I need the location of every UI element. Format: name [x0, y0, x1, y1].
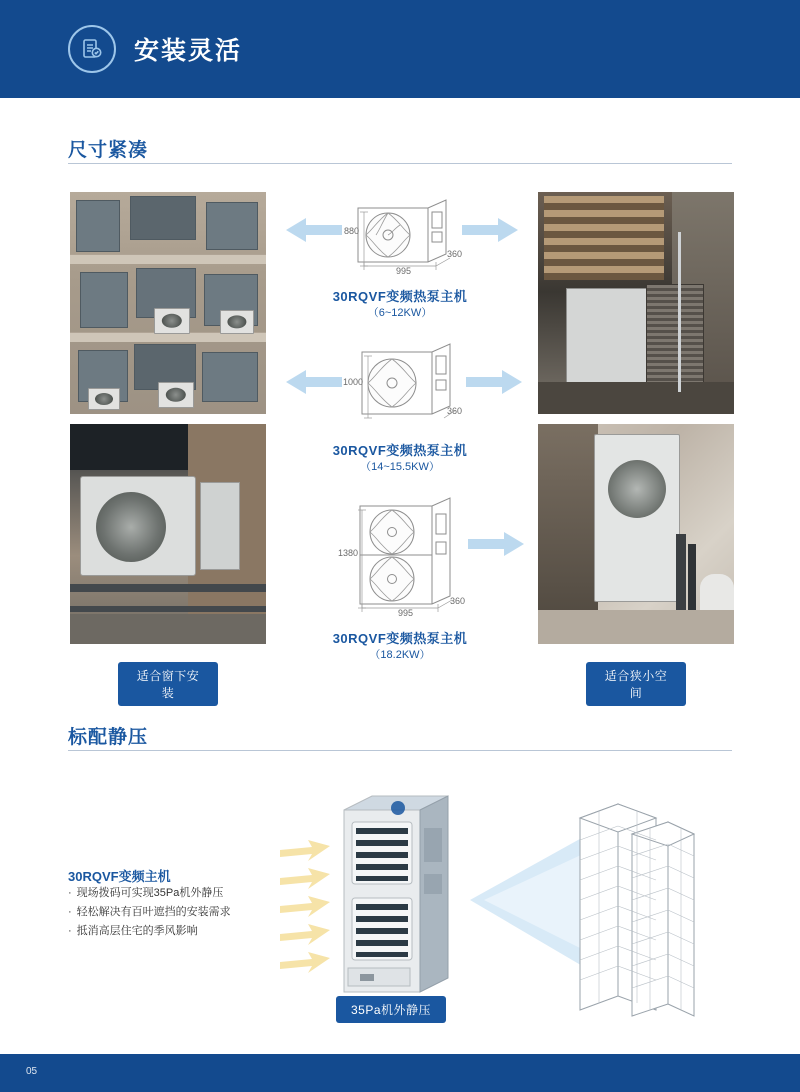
- dim-lines-2: [344, 340, 464, 432]
- page-title: 安装灵活: [134, 37, 243, 65]
- dim-lines-1: [340, 196, 463, 280]
- narrow-space-unit-photo: [538, 424, 734, 644]
- section-title-compact: 尺寸紧凑: [68, 140, 149, 161]
- arrow-left-1: [286, 216, 342, 249]
- document-install-icon: [68, 25, 116, 73]
- page-header: [0, 0, 800, 98]
- static-pressure-bullets: [68, 884, 268, 941]
- unit-capacity-3: （18.2KW）: [369, 649, 431, 661]
- apartment-facade-photo: [70, 192, 266, 414]
- arrow-left-2: [286, 368, 342, 401]
- pill-narrow-space: 适合狭小空间: [586, 662, 686, 706]
- pill-window-install: 适合窗下安装: [118, 662, 218, 706]
- dim-width-3: 995: [398, 608, 414, 618]
- dim-height-1: 880: [344, 226, 360, 236]
- unit-name-3: 30RQVF变频热泵主机: [332, 631, 468, 646]
- arrow-right-3: [468, 530, 524, 563]
- bullet-item: · 抵消高层住宅的季风影响: [68, 922, 268, 941]
- section-rule-static-pressure: [68, 750, 732, 751]
- high-rise-building-drawing: [570, 782, 700, 1018]
- stairwell-unit-photo: [538, 192, 734, 414]
- balcony-unit-photo: [70, 424, 266, 644]
- dim-depth-3: 360: [450, 596, 466, 606]
- bullet-item: · 现场拨码可实现35Pa机外静压: [68, 884, 268, 903]
- header-inner: [68, 25, 242, 73]
- section-rule-compact: [68, 163, 732, 164]
- dim-depth-2: 360: [447, 406, 463, 416]
- airflow-arrows: [278, 840, 334, 982]
- pill-static-pressure: 35Pa机外静压: [336, 996, 446, 1023]
- dim-height-3: 1380: [338, 548, 359, 558]
- arrow-right-2: [466, 368, 522, 401]
- dim-depth-1: 360: [447, 249, 463, 259]
- page-number: 05: [26, 1066, 38, 1077]
- bullet-item: · 轻松解决有百叶遮挡的安装需求: [68, 903, 268, 922]
- dim-width-1: 995: [396, 266, 412, 276]
- unit-capacity-1: （6~12KW）: [367, 307, 433, 319]
- dim-lines-3: [340, 494, 464, 622]
- dim-height-2: 1000: [343, 377, 364, 387]
- arrow-right-1: [462, 216, 518, 249]
- unit-name-2: 30RQVF变频热泵主机: [332, 443, 468, 458]
- unit-name-1: 30RQVF变频热泵主机: [332, 289, 468, 304]
- static-pressure-unit-render: [336, 788, 456, 1000]
- unit-capacity-2: （14~15.5KW）: [360, 461, 440, 473]
- page-footer: [0, 1054, 800, 1092]
- static-pressure-title: 30RQVF变频主机: [68, 869, 171, 884]
- section-title-static-pressure: 标配静压: [68, 727, 149, 748]
